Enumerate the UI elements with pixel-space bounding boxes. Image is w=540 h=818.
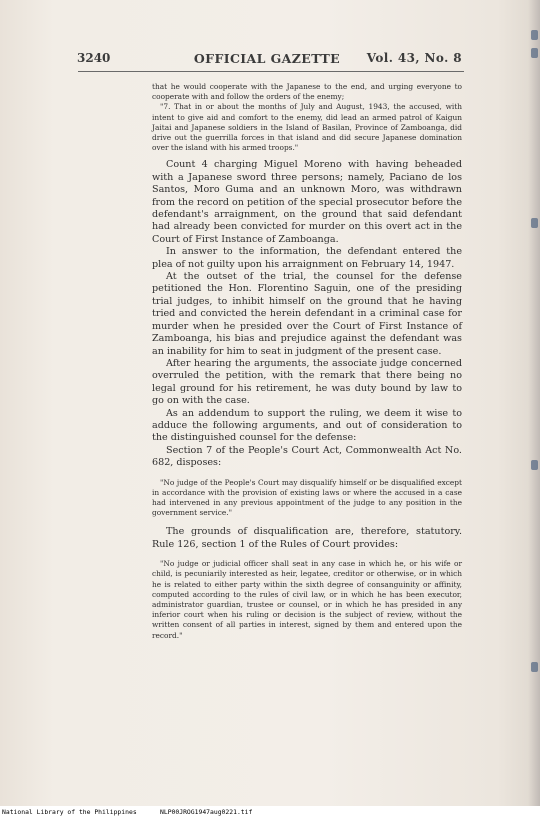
paragraph: In answer to the information, the defendant entered the plea of not guilty upon his arraignment on February 14, 1947. — [152, 246, 462, 270]
binding-hole — [531, 662, 538, 672]
paragraph: Section 7 of the People's Court Act, Commonwealth Act No. 682, disposes: — [152, 444, 462, 469]
block-quote: "No judge or judicial officer shall seat in any case in which he, or his wife or child, is pecuniarily interested as heir, legatee, creditor or otherwise, or in which he is related to either party within the sixth degree of consanguinity or affinity, computed according to the rules of civil law, or in which he has been executor, administrator guardian, trustee or counsel, or in which he has presided in any inferior court when his ruling or decision is the subject of review, without the written consent of all parties in interest, signed by them and entered upon the record." — [152, 559, 462, 640]
volume-number: Vol. 43, No. 8 — [366, 51, 462, 65]
binding-hole — [531, 30, 538, 40]
page-number: 3240 — [77, 51, 111, 65]
block-quote: "No judge of the People's Court may disqualify himself or be disqualified except in accordance with the provision of existing laws or where the accused in a case had intervened in any previous appointment of the judge to any position in the government service." — [152, 477, 462, 518]
library-credit: National Library of the Philippines — [2, 808, 137, 816]
paragraph: As an addendum to support the ruling, we deem it wise to adduce the following arguments, and out of consideration to the distinguished counsel for the defense: — [152, 407, 462, 444]
paragraph: Count 4 charging Miguel Moreno with having beheaded with a Japanese sword three persons; namely, Paciano de los Santos, Moro Guma and an unknown Moro, was withdrawn from the record on petition of the special prosecutor before the defendant's arraignment, on the ground that said defendant had already been convicted for murder on this overt act in the Court of First Instance of Zamboanga. — [152, 159, 462, 245]
paragraph: The grounds of disqualification are, therefore, statutory. Rule 126, section 1 of the Rules of Court provides: — [152, 526, 462, 550]
binding-hole — [531, 218, 538, 228]
top-quote-line: that he would cooperate with the Japanese to the end, and urging everyone to cooperate with and follow the orders of the enemy; — [152, 82, 462, 102]
binding-hole — [531, 48, 538, 58]
publication-title: OFFICIAL GAZETTE — [193, 51, 341, 66]
header-rule — [78, 71, 464, 72]
scan-footer — [0, 806, 540, 818]
paragraph: At the outset of the trial, the counsel for the defense petitioned the Hon. Florentino Saguin, one of the presiding trial judges, to inhibit himself on the ground that he having tried and convicted the herein defendant in a criminal case for murder when he presided over the Court of First Instance of Zamboanga, his bias and prejudice against the defendant was an inability for him to seat in judgment of the present case. — [152, 271, 462, 357]
document-body — [152, 82, 462, 641]
top-quote-item: "7. That in or about the months of July and August, 1943, the accused, with intent to give aid and comfort to the enemy, did lead an armed patrol of Kaigun Jaitai and Japanese soldiers in the Island of Basilan, Province of Zamboanga, did drive out the guerrilla forces in that island and did secure Japanese domination over the island with his armed troops." — [152, 102, 462, 153]
binding-holes — [530, 0, 538, 806]
file-name: NLP00JROG1947aug0221.tif — [160, 808, 253, 816]
paragraph: After hearing the arguments, the associate judge concerned overruled the petition, with the remark that there being no legal ground for his retirement, he was duty bound by law to go on with the case. — [152, 357, 462, 407]
running-header — [72, 51, 462, 67]
binding-hole — [531, 460, 538, 470]
